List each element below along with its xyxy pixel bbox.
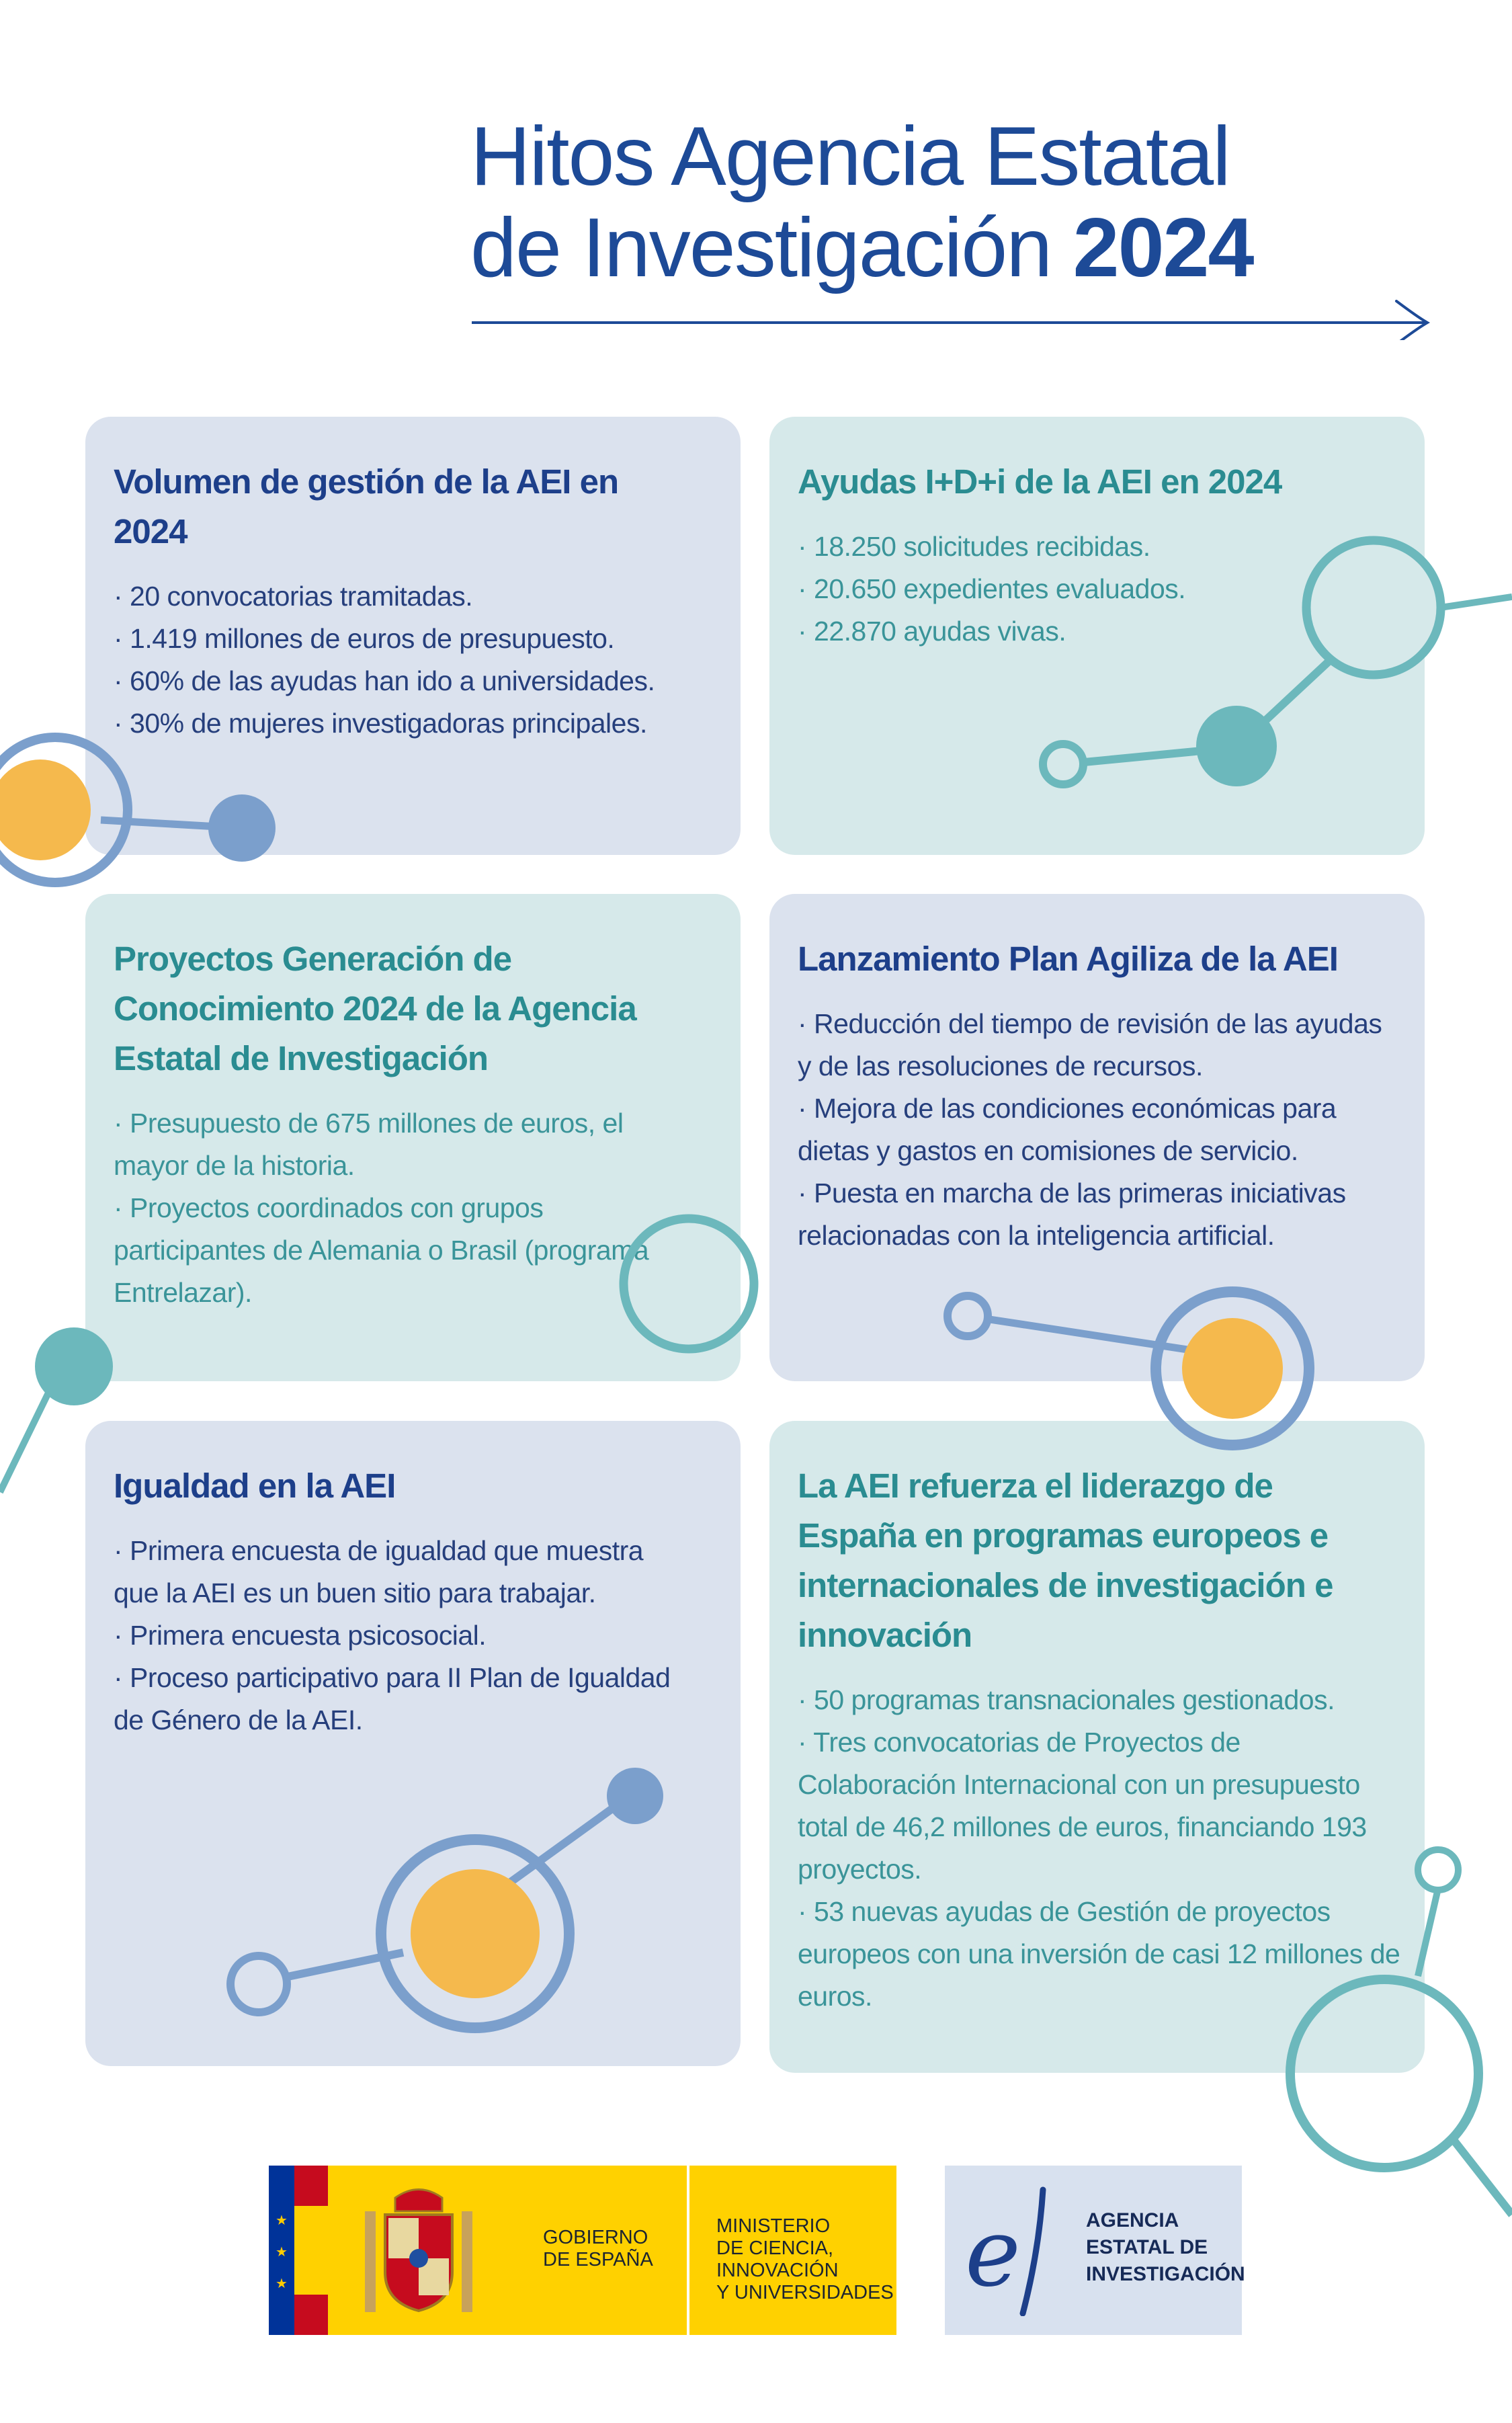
list-item: · 20 convocatorias tramitadas. (114, 581, 473, 612)
card-european-programs (769, 1421, 1425, 2073)
svg-text:★: ★ (276, 2212, 288, 2228)
title-line-1: Hitos Agencia Estatal (470, 110, 1230, 203)
list-item: · Reducción del tiempo de revisión de las ayudas y de las resoluciones de recursos. (798, 1008, 1382, 1081)
list-item: · Presupuesto de 675 millones de euros, el mayor de la historia. (114, 1108, 624, 1181)
list-item: · 1.419 millones de euros de presupuesto. (114, 623, 615, 654)
list-item: · Mejora de las condiciones económicas para dietas y gastos en comisiones de servicio. (798, 1093, 1337, 1166)
card-list (798, 1679, 1406, 2018)
list-item: · Tres convocatorias de Proyectos de Colaboración Internacional con un presupuesto total de 46,2 millones de euros, financiando 193 proyectos. (798, 1727, 1367, 1885)
list-item: · 20.650 expedientes evaluados. (798, 573, 1186, 604)
list-item: · 18.250 solicitudes recibidas. (798, 531, 1150, 562)
ministry-line-2: DE CIENCIA, INNOVACIÓN (716, 2237, 839, 2281)
list-item: · 60% de las ayudas han ido a universidades. (114, 665, 655, 696)
ministry-line-1: MINISTERIO (716, 2215, 831, 2237)
aei-label (1086, 2207, 1245, 2288)
list-item: · Primera encuesta de igualdad que muestra que la AEI es un buen sitio para trabajar. (114, 1535, 644, 1608)
aei-line-3: INVESTIGACIÓN (1086, 2263, 1245, 2285)
card-list (114, 1102, 698, 1314)
ministry-line-3: Y UNIVERSIDADES (716, 2282, 894, 2303)
list-item: · Proceso participativo para II Plan de Igualdad de Género de la AEI. (114, 1662, 671, 1735)
ministry-label (716, 2215, 896, 2304)
card-list (798, 526, 1398, 653)
coat-of-arms-icon (358, 2184, 479, 2316)
card-heading: La AEI refuerza el liderazgo de España en programas europeos e internacionales de investigación e innovación (798, 1467, 1333, 1654)
card-equality (85, 1421, 741, 2066)
svg-text:★: ★ (276, 2244, 288, 2260)
gov-label (543, 2227, 653, 2271)
title-year: 2024 (1073, 202, 1253, 294)
footer-logos (269, 2166, 1245, 2335)
aei-logo-block (945, 2166, 1245, 2335)
card-heading: Ayudas I+D+i de la AEI en 2024 (798, 462, 1282, 501)
card-plan-agiliza (769, 894, 1425, 1381)
list-item: · Proyectos coordinados con grupos participantes de Alemania o Brasil (programa Entrelazar). (114, 1192, 649, 1308)
list-item: · 53 nuevas ayudas de Gestión de proyectos europeos con una inversión de casi 12 millones de euros. (798, 1896, 1400, 2012)
aei-logo-letter: e (965, 2199, 1021, 2308)
aei-logo-icon (964, 2184, 1071, 2316)
aei-line-1: AGENCIA (1086, 2209, 1179, 2231)
card-heading: Volumen de gestión de la AEI en 2024 (114, 462, 619, 550)
card-heading: Igualdad en la AEI (114, 1467, 396, 1505)
card-management-volume (85, 417, 741, 855)
page-title (470, 111, 1411, 294)
list-item: · 30% de mujeres investigadoras principales. (114, 708, 647, 739)
aei-line-2: ESTATAL DE (1086, 2236, 1208, 2258)
list-item: · Puesta en marcha de las primeras iniciativas relacionadas con la inteligencia artificial. (798, 1178, 1346, 1251)
card-list (114, 1530, 671, 1741)
card-heading: Proyectos Generación de Conocimiento 2024 de la Agencia Estatal de Investigación (114, 940, 636, 1077)
card-rdi-grants (769, 417, 1425, 855)
gov-line-1: GOBIERNO (543, 2227, 648, 2248)
title-arrow-rule (470, 300, 1438, 340)
title-line-2: de Investigación (470, 202, 1052, 294)
svg-text:★: ★ (276, 2275, 288, 2291)
list-item: · 50 programas transnacionales gestionados. (798, 1684, 1335, 1715)
list-item: · 22.870 ayudas vivas. (798, 616, 1066, 647)
government-logo-block (328, 2166, 896, 2335)
logo-divider (687, 2166, 689, 2335)
card-knowledge-projects (85, 894, 741, 1381)
card-list (114, 575, 714, 745)
card-list (798, 1003, 1402, 1257)
list-item: · Primera encuesta psicosocial. (114, 1620, 487, 1651)
card-heading: Lanzamiento Plan Agiliza de la AEI (798, 940, 1338, 978)
gov-line-2: DE ESPAÑA (543, 2249, 653, 2270)
eu-spain-flag-strip (269, 2166, 328, 2335)
